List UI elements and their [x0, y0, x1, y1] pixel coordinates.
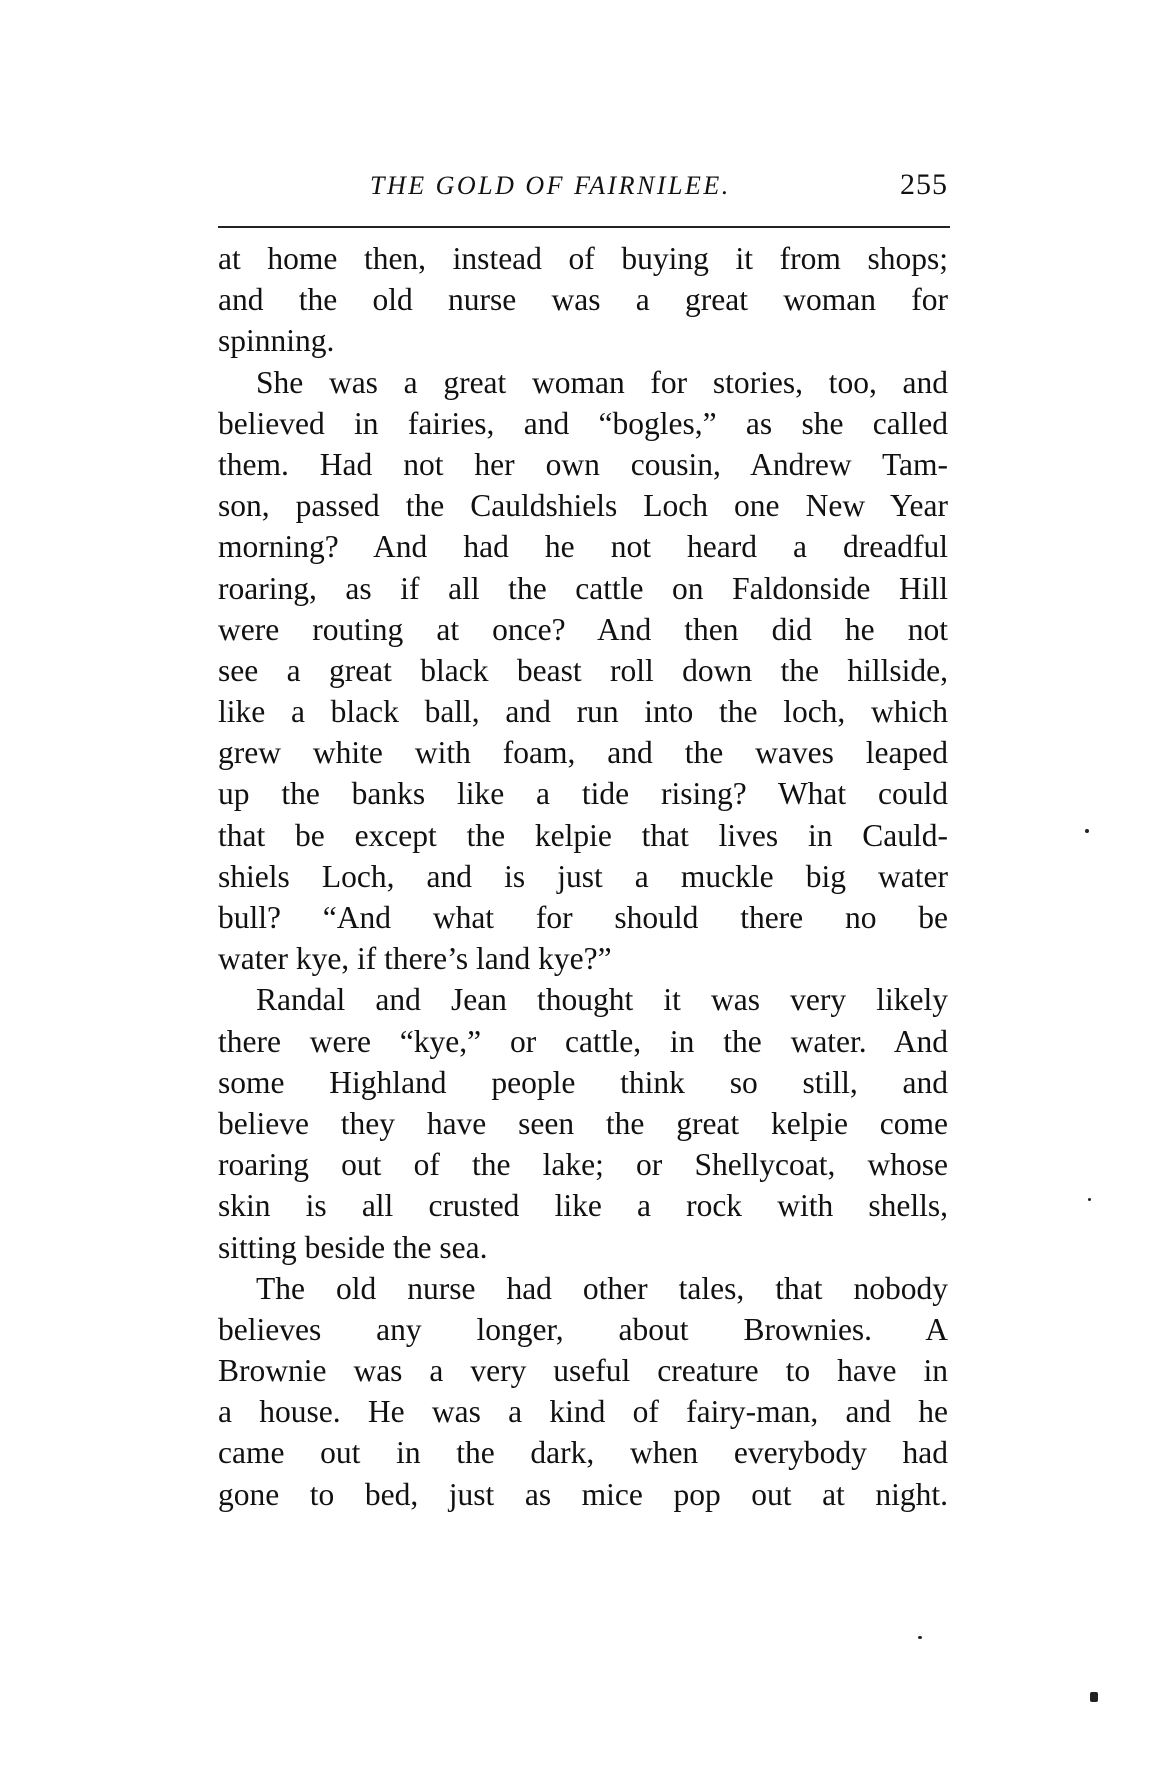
text-line: believes any longer, about Brownies. A	[218, 1311, 948, 1347]
text-line: believed in fairies, and “bogles,” as she called	[218, 405, 948, 441]
text-line: and the old nurse was a great woman for	[218, 282, 948, 318]
body-text	[218, 238, 948, 1515]
scan-speck	[1085, 829, 1089, 833]
text-line: son, passed the Cauldshiels Loch one New Year	[218, 488, 948, 524]
text-line: were routing at once? And then did he not	[218, 611, 948, 647]
text-line: gone to bed, just as mice pop out at night.	[218, 1476, 948, 1512]
text-line: some Highland people think so still, and	[218, 1064, 948, 1100]
text-line: shiels Loch, and is just a muckle big water	[218, 858, 948, 894]
text-line: roaring, as if all the cattle on Faldonside Hill	[218, 570, 948, 606]
scan-speck	[1088, 1198, 1091, 1201]
text-line: at home then, instead of buying it from shops;	[218, 241, 948, 276]
header-rule	[218, 226, 950, 228]
text-line: Randal and Jean thought it was very likely	[256, 982, 948, 1018]
text-line: spinning.	[218, 323, 335, 359]
scan-speck	[1090, 1692, 1098, 1702]
text-line: Brownie was a very useful creature to have in	[218, 1353, 948, 1389]
scan-speck	[918, 1636, 922, 1639]
page-number: 255	[900, 168, 948, 201]
text-line: came out in the dark, when everybody had	[218, 1435, 948, 1471]
text-line: roaring out of the lake; or Shellycoat, whose	[218, 1147, 948, 1183]
text-line: grew white with foam, and the waves leaped	[218, 735, 948, 771]
text-line: bull? “And what for should there no be	[218, 900, 948, 935]
text-line: like a black ball, and run into the loch, which	[218, 694, 948, 730]
text-line: there were “kye,” or cattle, in the water. And	[218, 1023, 948, 1059]
text-line: skin is all crusted like a rock with shells,	[218, 1188, 948, 1224]
text-line: The old nurse had other tales, that nobody	[256, 1270, 948, 1306]
text-line: sitting beside the sea.	[218, 1229, 488, 1265]
text-line: a house. He was a kind of fairy-man, and he	[218, 1394, 948, 1430]
text-line: believe they have seen the great kelpie come	[218, 1105, 948, 1141]
text-line: up the banks like a tide rising? What could	[218, 776, 948, 812]
running-title: THE GOLD OF FAIRNILEE.	[370, 171, 731, 200]
text-line: She was a great woman for stories, too, and	[256, 364, 948, 400]
text-line: that be except the kelpie that lives in Cauld-	[218, 817, 948, 853]
running-head	[218, 168, 948, 208]
text-line: water kye, if there’s land kye?”	[218, 941, 612, 977]
text-line: them. Had not her own cousin, Andrew Tam-	[218, 446, 948, 482]
text-line: morning? And had he not heard a dreadful	[218, 529, 948, 565]
text-line: see a great black beast roll down the hillside,	[218, 652, 948, 688]
